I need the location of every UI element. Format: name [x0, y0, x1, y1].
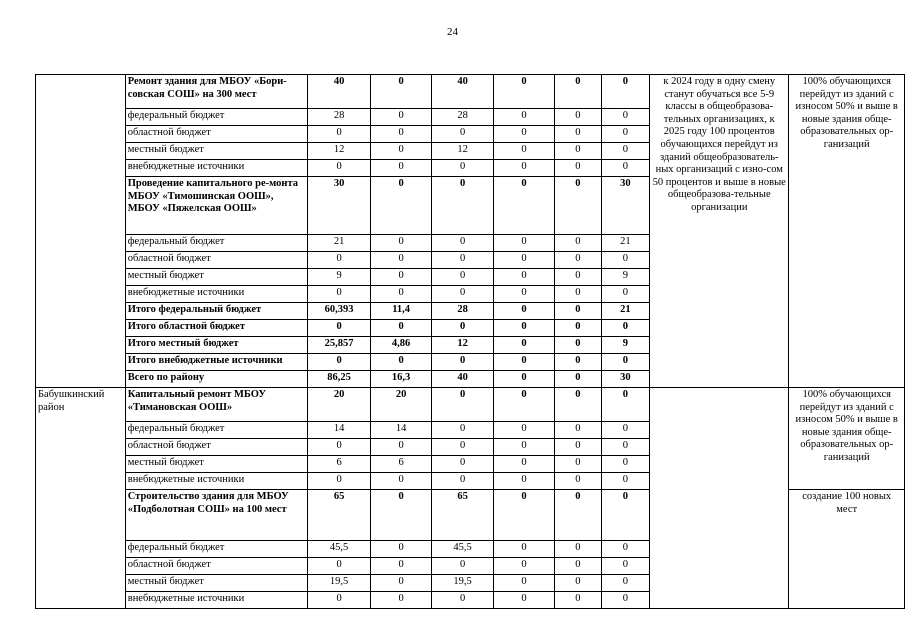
row-label: Итого местный бюджет [125, 337, 308, 354]
value-cell: 19,5 [432, 575, 493, 592]
value-cell: 0 [493, 558, 554, 575]
value-cell: 86,25 [308, 371, 371, 388]
value-cell: 0 [308, 473, 371, 490]
value-cell: 0 [555, 286, 601, 303]
value-cell: 0 [601, 541, 650, 558]
value-cell: 40 [432, 371, 493, 388]
value-cell: 20 [308, 388, 371, 422]
value-cell: 0 [432, 473, 493, 490]
value-cell: 0 [370, 126, 431, 143]
indicator-note: создание 100 новых мест [789, 490, 905, 609]
row-label: Всего по району [125, 371, 308, 388]
value-cell: 0 [555, 177, 601, 235]
value-cell: 0 [432, 558, 493, 575]
value-cell: 0 [555, 422, 601, 439]
value-cell: 6 [370, 456, 431, 473]
value-cell: 0 [370, 252, 431, 269]
value-cell: 0 [308, 286, 371, 303]
value-cell: 0 [601, 354, 650, 371]
value-cell: 0 [308, 252, 371, 269]
value-cell: 0 [555, 126, 601, 143]
value-cell: 0 [432, 439, 493, 456]
row-label: Итого внебюджетные источники [125, 354, 308, 371]
value-cell: 0 [308, 126, 371, 143]
value-cell: 0 [308, 558, 371, 575]
value-cell: 0 [555, 160, 601, 177]
value-cell: 0 [432, 252, 493, 269]
value-cell: 12 [432, 143, 493, 160]
value-cell: 28 [432, 109, 493, 126]
value-cell: 0 [493, 541, 554, 558]
value-cell: 0 [601, 286, 650, 303]
value-cell: 0 [601, 422, 650, 439]
value-cell: 0 [493, 303, 554, 320]
value-cell: 0 [601, 388, 650, 422]
value-cell: 0 [493, 490, 554, 541]
value-cell: 0 [555, 354, 601, 371]
value-cell: 0 [432, 388, 493, 422]
value-cell: 0 [601, 473, 650, 490]
value-cell: 0 [493, 160, 554, 177]
value-cell: 30 [601, 177, 650, 235]
value-cell: 30 [308, 177, 371, 235]
value-cell: 0 [601, 75, 650, 109]
value-cell: 0 [370, 439, 431, 456]
value-cell: 0 [370, 160, 431, 177]
value-cell: 0 [493, 456, 554, 473]
row-label: Строительство здания для МБОУ «Подболотная СОШ» на 100 мест [125, 490, 308, 541]
row-label: федеральный бюджет [125, 235, 308, 252]
row-label: Ремонт здания для МБОУ «Бори-совская СОШ» на 300 мест [125, 75, 308, 109]
value-cell: 60,393 [308, 303, 371, 320]
value-cell: 0 [432, 126, 493, 143]
indicator-note: 100% обучающихся перейдут из зданий с износом 50% и выше в новые здания обще-образовательных ор-ганизаций [789, 75, 905, 388]
value-cell: 0 [370, 320, 431, 337]
value-cell: 0 [308, 160, 371, 177]
value-cell: 0 [493, 439, 554, 456]
row-label: Итого областной бюджет [125, 320, 308, 337]
value-cell: 0 [555, 592, 601, 609]
value-cell: 0 [555, 541, 601, 558]
value-cell: 0 [432, 269, 493, 286]
value-cell: 0 [601, 252, 650, 269]
value-cell: 0 [370, 75, 431, 109]
value-cell: 0 [555, 388, 601, 422]
value-cell: 0 [555, 320, 601, 337]
value-cell: 0 [601, 126, 650, 143]
value-cell: 12 [308, 143, 371, 160]
value-cell: 0 [432, 286, 493, 303]
value-cell: 6 [308, 456, 371, 473]
value-cell: 0 [432, 160, 493, 177]
value-cell: 9 [308, 269, 371, 286]
value-cell: 0 [432, 354, 493, 371]
row-label: местный бюджет [125, 143, 308, 160]
value-cell: 0 [370, 177, 431, 235]
value-cell: 0 [601, 320, 650, 337]
value-cell: 0 [493, 592, 554, 609]
page-number: 24 [447, 26, 458, 38]
value-cell: 28 [432, 303, 493, 320]
value-cell: 28 [308, 109, 371, 126]
value-cell: 0 [370, 541, 431, 558]
value-cell: 0 [493, 371, 554, 388]
value-cell: 30 [601, 371, 650, 388]
row-label: Проведение капитального ре-монта МБОУ «Тимошинская ООШ», МБОУ «Пяжелская ООШ» [125, 177, 308, 235]
value-cell: 45,5 [308, 541, 371, 558]
value-cell: 16,3 [370, 371, 431, 388]
value-cell: 40 [432, 75, 493, 109]
value-cell: 21 [601, 235, 650, 252]
row-label: внебюджетные источники [125, 286, 308, 303]
value-cell: 0 [555, 473, 601, 490]
value-cell: 0 [555, 303, 601, 320]
value-cell: 0 [493, 269, 554, 286]
row-label: внебюджетные источники [125, 592, 308, 609]
value-cell: 0 [370, 286, 431, 303]
value-cell: 0 [493, 109, 554, 126]
value-cell: 0 [308, 592, 371, 609]
value-cell: 0 [555, 337, 601, 354]
value-cell: 0 [370, 109, 431, 126]
table-body [36, 75, 905, 609]
value-cell: 0 [555, 371, 601, 388]
value-cell: 0 [432, 592, 493, 609]
value-cell: 40 [308, 75, 371, 109]
value-cell: 0 [601, 160, 650, 177]
value-cell: 0 [555, 235, 601, 252]
value-cell: 0 [555, 143, 601, 160]
value-cell: 0 [555, 575, 601, 592]
value-cell: 0 [493, 337, 554, 354]
value-cell: 0 [601, 575, 650, 592]
table-row [36, 75, 905, 109]
row-label: местный бюджет [125, 456, 308, 473]
value-cell: 0 [555, 75, 601, 109]
value-cell: 14 [370, 422, 431, 439]
row-label: федеральный бюджет [125, 422, 308, 439]
value-cell: 45,5 [432, 541, 493, 558]
outcome-note: к 2024 году в одну смену станут обучаться все 5-9 классы в общеобразова-тельных организациях, к 2025 году 100 процентов обучающихся перейдут из зданий общеобразователь-ных организаций с изно-сом 50 процентов и выше в новые общеобразова-тельные организации [650, 75, 789, 388]
value-cell: 0 [370, 575, 431, 592]
value-cell: 11,4 [370, 303, 431, 320]
value-cell: 9 [601, 269, 650, 286]
value-cell: 0 [370, 490, 431, 541]
value-cell: 0 [432, 177, 493, 235]
value-cell: 0 [493, 422, 554, 439]
value-cell: 0 [555, 109, 601, 126]
value-cell: 0 [601, 143, 650, 160]
row-label: областной бюджет [125, 252, 308, 269]
indicator-note: 100% обучающихся перейдут из зданий с износом 50% и выше в новые здания обще-образовательных ор-ганизаций [789, 388, 905, 490]
value-cell: 19,5 [308, 575, 371, 592]
value-cell: 0 [432, 320, 493, 337]
value-cell: 65 [308, 490, 371, 541]
value-cell: 0 [493, 354, 554, 371]
value-cell: 0 [493, 235, 554, 252]
value-cell: 0 [555, 252, 601, 269]
row-label: федеральный бюджет [125, 109, 308, 126]
value-cell: 0 [555, 558, 601, 575]
value-cell: 0 [493, 177, 554, 235]
value-cell: 12 [432, 337, 493, 354]
value-cell: 14 [308, 422, 371, 439]
row-label: Итого федеральный бюджет [125, 303, 308, 320]
row-label: местный бюджет [125, 269, 308, 286]
row-label: областной бюджет [125, 439, 308, 456]
value-cell: 0 [370, 269, 431, 286]
row-label: внебюджетные источники [125, 160, 308, 177]
row-label: Капитальный ремонт МБОУ «Тимановская ООШ» [125, 388, 308, 422]
value-cell: 0 [601, 109, 650, 126]
row-label: внебюджетные источники [125, 473, 308, 490]
value-cell: 0 [493, 320, 554, 337]
value-cell: 0 [555, 490, 601, 541]
outcome-note-empty [650, 388, 789, 609]
value-cell: 0 [493, 252, 554, 269]
value-cell: 0 [370, 143, 431, 160]
value-cell: 0 [601, 456, 650, 473]
value-cell: 65 [432, 490, 493, 541]
value-cell: 0 [555, 456, 601, 473]
value-cell: 0 [601, 558, 650, 575]
value-cell: 0 [370, 235, 431, 252]
value-cell: 0 [493, 126, 554, 143]
value-cell: 0 [555, 439, 601, 456]
value-cell: 25,857 [308, 337, 371, 354]
value-cell: 0 [493, 575, 554, 592]
value-cell: 0 [493, 143, 554, 160]
value-cell: 21 [601, 303, 650, 320]
value-cell: 0 [308, 439, 371, 456]
value-cell: 0 [432, 422, 493, 439]
value-cell: 0 [308, 354, 371, 371]
value-cell: 0 [308, 320, 371, 337]
district-name: Бабушкинский район [36, 388, 126, 609]
district-cell [36, 75, 126, 388]
value-cell: 0 [493, 286, 554, 303]
value-cell: 0 [370, 558, 431, 575]
table-row [36, 388, 905, 422]
value-cell: 0 [432, 456, 493, 473]
row-label: местный бюджет [125, 575, 308, 592]
value-cell: 0 [493, 473, 554, 490]
value-cell: 0 [370, 354, 431, 371]
value-cell: 0 [493, 388, 554, 422]
row-label: областной бюджет [125, 558, 308, 575]
budget-table [35, 74, 905, 609]
value-cell: 9 [601, 337, 650, 354]
value-cell: 21 [308, 235, 371, 252]
value-cell: 4,86 [370, 337, 431, 354]
value-cell: 0 [601, 592, 650, 609]
row-label: федеральный бюджет [125, 541, 308, 558]
value-cell: 0 [370, 592, 431, 609]
value-cell: 0 [432, 235, 493, 252]
value-cell: 0 [370, 473, 431, 490]
value-cell: 0 [493, 75, 554, 109]
row-label: областной бюджет [125, 126, 308, 143]
value-cell: 0 [601, 490, 650, 541]
value-cell: 20 [370, 388, 431, 422]
value-cell: 0 [601, 439, 650, 456]
value-cell: 0 [555, 269, 601, 286]
